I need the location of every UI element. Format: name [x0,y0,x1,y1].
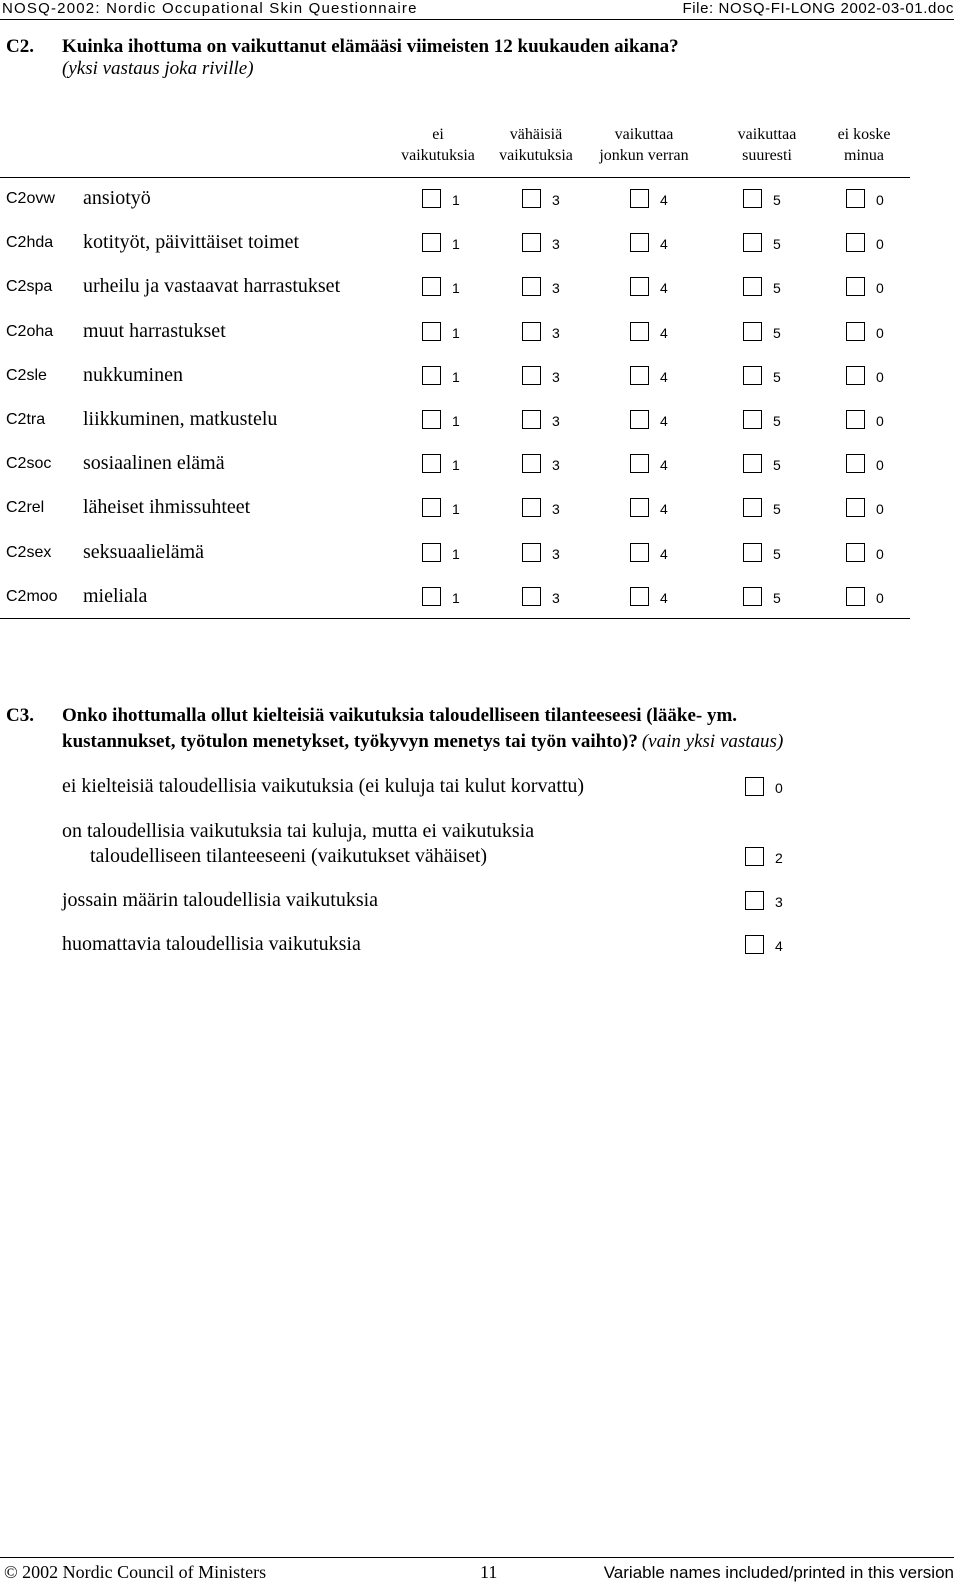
option-value: 2 [775,850,783,866]
option-value: 0 [876,590,884,606]
option-value: 4 [660,192,668,208]
c2-column-header-line2: minua [844,147,884,164]
option-value: 1 [452,192,460,208]
question-c2-title: Kuinka ihottuma on vaikuttanut elämääsi viimeisten 12 kuukauden aikana? [62,36,679,57]
option-value: 4 [660,413,668,429]
question-c3-title-line2-wrap [62,731,783,753]
header-rule [0,19,954,20]
option-value: 0 [876,413,884,429]
c2-row [0,365,910,391]
page-number: 11 [480,1562,498,1582]
option-value: 0 [775,780,783,796]
c3-checkbox[interactable] [745,891,764,910]
checkbox[interactable] [422,233,441,252]
checkbox[interactable] [743,498,762,517]
footer-copyright: © 2002 Nordic Council of Ministers [4,1562,267,1582]
c2-column-header-line1: vaikuttaa [614,126,674,143]
checkbox[interactable] [630,454,649,473]
question-c3-number: C3. [6,705,34,726]
option-value: 4 [660,236,668,252]
option-value: 3 [552,501,560,517]
checkbox[interactable] [846,454,865,473]
variable-code: C2rel [6,499,45,516]
c3-checkbox[interactable] [745,935,764,954]
option-value: 1 [452,325,460,341]
checkbox[interactable] [743,587,762,606]
checkbox[interactable] [743,322,762,341]
c3-option-label: on taloudellisia vaikutuksia tai kuluja, mutta ei vaikutuksia [62,820,535,842]
c2-column-header [584,124,704,166]
c2-column-header-line2: vaikutuksia [401,147,475,164]
option-value: 3 [552,590,560,606]
checkbox[interactable] [846,277,865,296]
option-value: 3 [552,546,560,562]
option-value: 4 [660,457,668,473]
question-c3-hint: (vain yksi vastaus) [641,731,784,752]
c2-column-header-line2: suuresti [742,147,792,164]
question-c3-title-line1: Onko ihottumalla ollut kielteisiä vaikutuksia taloudelliseen tilanteeseesi (lääke- ym. [62,705,738,726]
item-label: seksuaalielämä [83,541,205,563]
c2-column-header-line1: vaikuttaa [737,126,797,143]
checkbox[interactable] [422,410,441,429]
checkbox[interactable] [846,587,865,606]
checkbox[interactable] [846,322,865,341]
variable-code: C2soc [6,455,52,472]
checkbox[interactable] [846,543,865,562]
option-value: 3 [552,413,560,429]
option-value: 5 [773,369,781,385]
option-value: 4 [660,280,668,296]
checkbox[interactable] [522,322,541,341]
checkbox[interactable] [630,410,649,429]
c2-row [0,188,910,214]
checkbox[interactable] [422,189,441,208]
option-value: 4 [660,369,668,385]
checkbox[interactable] [743,233,762,252]
checkbox[interactable] [630,366,649,385]
option-value: 1 [452,590,460,606]
checkbox[interactable] [846,366,865,385]
item-label: urheilu ja vastaavat harrastukset [83,275,341,297]
checkbox[interactable] [522,410,541,429]
option-value: 4 [660,590,668,606]
checkbox[interactable] [630,543,649,562]
checkbox[interactable] [743,366,762,385]
c2-column-header-line1: vähäisiä [509,126,563,143]
question-c2-hint: (yksi vastaus joka riville) [62,58,254,79]
option-value: 3 [552,457,560,473]
option-value: 0 [876,236,884,252]
option-value: 5 [773,413,781,429]
checkbox[interactable] [846,189,865,208]
checkbox[interactable] [846,410,865,429]
option-value: 0 [876,546,884,562]
checkbox[interactable] [630,189,649,208]
checkbox[interactable] [422,543,441,562]
option-value: 5 [773,501,781,517]
option-value: 4 [775,938,783,954]
checkbox[interactable] [743,410,762,429]
c2-column-header-line2: jonkun verran [599,147,689,164]
option-value: 1 [452,546,460,562]
checkbox[interactable] [743,189,762,208]
c2-row [0,586,910,612]
option-value: 5 [773,457,781,473]
c2-column-header-line1: ei [432,126,444,143]
checkbox[interactable] [522,277,541,296]
variable-code: C2moo [6,588,58,605]
item-label: liikkuminen, matkustelu [83,408,278,430]
c2-row [0,497,910,523]
c3-checkbox[interactable] [745,847,764,866]
option-value: 0 [876,280,884,296]
c2-column-header-line2: vaikutuksia [499,147,573,164]
checkbox[interactable] [522,366,541,385]
document-header-filename: File: NOSQ-FI-LONG 2002-03-01.doc [682,0,954,17]
checkbox[interactable] [422,277,441,296]
document-header-title: NOSQ-2002: Nordic Occupational Skin Questionnaire [2,0,418,17]
c2-row [0,409,910,435]
option-value: 3 [552,192,560,208]
checkbox[interactable] [630,498,649,517]
checkbox[interactable] [522,189,541,208]
option-value: 5 [773,192,781,208]
c2-column-header [804,124,924,166]
question-c3-title-line2: kustannukset, työtulon menetykset, työkyvyn menetys tai työn vaihto)? [62,731,638,752]
variable-code: C2sex [6,544,52,561]
checkbox[interactable] [422,366,441,385]
option-value: 1 [452,501,460,517]
c2-row [0,542,910,568]
option-value: 5 [773,280,781,296]
option-value: 1 [452,457,460,473]
c3-option-label: ei kielteisiä taloudellisia vaikutuksia (ei kuluja tai kulut korvattu) [62,775,585,797]
checkbox[interactable] [522,233,541,252]
checkbox[interactable] [630,587,649,606]
option-value: 3 [552,369,560,385]
c2-bottom-rule [0,618,910,619]
option-value: 1 [452,280,460,296]
variable-code: C2oha [6,323,54,340]
checkbox[interactable] [630,233,649,252]
c2-row [0,453,910,479]
option-value: 1 [452,413,460,429]
c2-row [0,232,910,258]
checkbox[interactable] [422,498,441,517]
item-label: kotityöt, päivittäiset toimet [83,231,300,253]
question-c2-number: C2. [6,36,34,57]
checkbox[interactable] [422,322,441,341]
c3-option-label-continued: taloudelliseen tilanteeseeni (vaikutukset vähäiset) [90,845,488,867]
c2-column-header [476,124,596,166]
checkbox[interactable] [522,543,541,562]
option-value: 0 [876,369,884,385]
item-label: ansiotyö [83,187,151,209]
c3-option-label: huomattavia taloudellisia vaikutuksia [62,933,361,955]
variable-code: C2tra [6,411,46,428]
option-value: 4 [660,501,668,517]
checkbox[interactable] [743,454,762,473]
option-value: 3 [552,325,560,341]
option-value: 1 [452,236,460,252]
option-value: 3 [552,280,560,296]
checkbox[interactable] [846,498,865,517]
option-value: 5 [773,236,781,252]
c3-option-label: jossain määrin taloudellisia vaikutuksia [62,889,379,911]
option-value: 0 [876,325,884,341]
checkbox[interactable] [422,454,441,473]
item-label: muut harrastukset [83,320,226,342]
item-label: sosiaalinen elämä [83,452,225,474]
c2-row [0,321,910,347]
checkbox[interactable] [846,233,865,252]
option-value: 0 [876,192,884,208]
option-value: 5 [773,590,781,606]
option-value: 5 [773,546,781,562]
option-value: 0 [876,501,884,517]
item-label: läheiset ihmissuhteet [83,496,251,518]
option-value: 3 [775,894,783,910]
checkbox[interactable] [630,277,649,296]
variable-code: C2sle [6,367,47,384]
checkbox[interactable] [630,322,649,341]
item-label: mieliala [83,585,148,607]
option-value: 1 [452,369,460,385]
checkbox[interactable] [422,587,441,606]
c3-checkbox[interactable] [745,777,764,796]
c2-row [0,276,910,302]
checkbox[interactable] [522,498,541,517]
checkbox[interactable] [743,543,762,562]
footer-rule [0,1557,954,1558]
c2-column-header-line1: ei koske [837,126,891,143]
checkbox[interactable] [743,277,762,296]
option-value: 0 [876,457,884,473]
variable-code: C2hda [6,234,54,251]
option-value: 3 [552,236,560,252]
option-value: 4 [660,546,668,562]
item-label: nukkuminen [83,364,183,386]
variable-code: C2ovw [6,190,55,207]
footer-version-note: Variable names included/printed in this version [603,1563,954,1582]
checkbox[interactable] [522,454,541,473]
option-value: 5 [773,325,781,341]
checkbox[interactable] [522,587,541,606]
option-value: 4 [660,325,668,341]
c2-header-rule [0,177,910,178]
variable-code: C2spa [6,278,53,295]
